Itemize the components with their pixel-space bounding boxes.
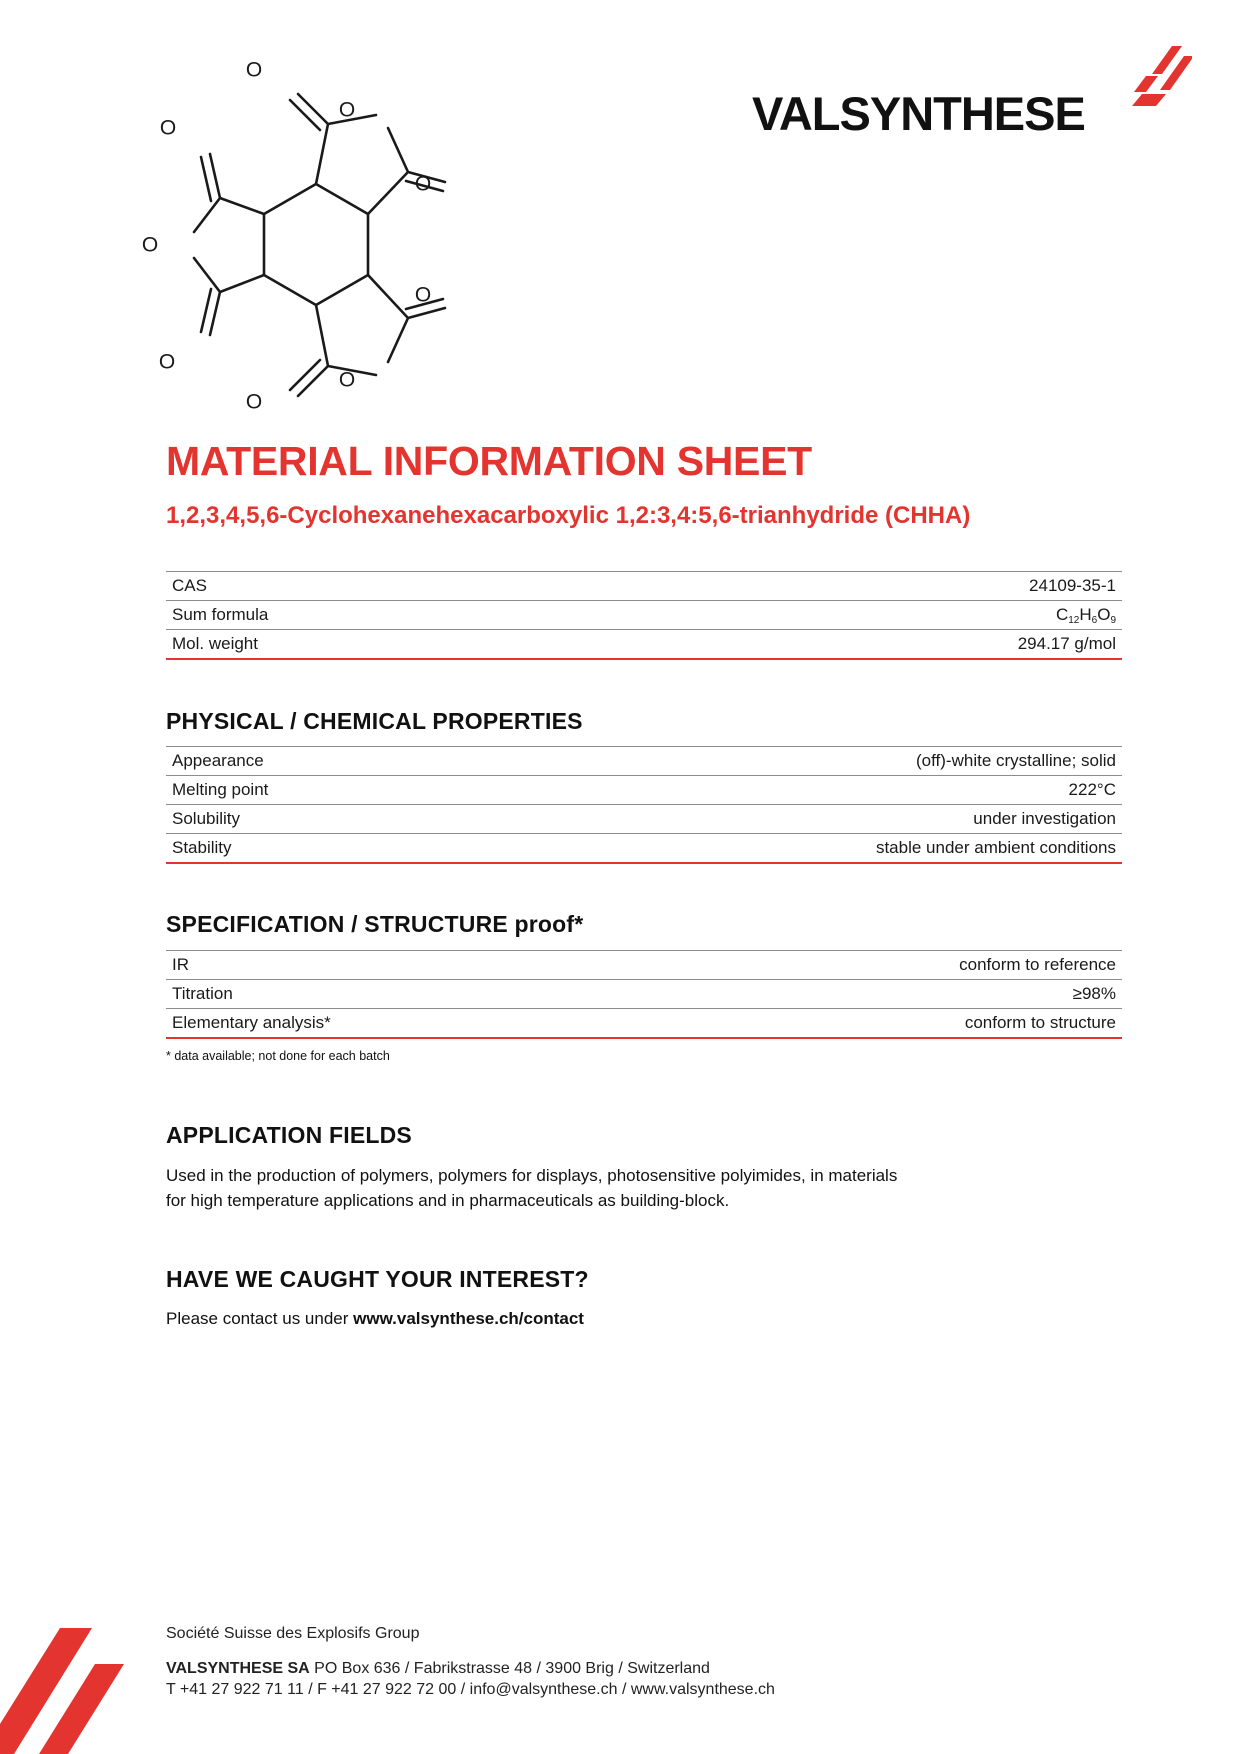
table-row [166, 834, 1122, 864]
applications-section-title: APPLICATION FIELDS [166, 1122, 412, 1148]
table-row [166, 951, 1122, 980]
table-row [166, 601, 1122, 630]
row-label: IR [166, 951, 647, 980]
row-label: Elementary analysis* [166, 1009, 647, 1039]
footer-company: VALSYNTHESE SA [166, 1660, 310, 1677]
oxygen-label: O [338, 368, 356, 392]
oxygen-label: O [141, 233, 159, 257]
row-label: Solubility [166, 805, 453, 834]
specification-section-title: SPECIFICATION / STRUCTURE proof* [166, 911, 584, 937]
row-label: Mol. weight [166, 630, 640, 660]
oxygen-label: O [414, 283, 432, 307]
table-row [166, 776, 1122, 805]
row-label: CAS [166, 572, 640, 601]
applications-line: Used in the production of polymers, polymers for displays, photosensitive polyimides, in materials [166, 1166, 898, 1185]
oxygen-label: O [338, 98, 356, 122]
applications-text [166, 1163, 897, 1213]
row-value: 24109-35-1 [640, 572, 1122, 601]
contact-prefix: Please contact us under [166, 1309, 354, 1328]
row-value: under investigation [453, 805, 1122, 834]
table-row [166, 1009, 1122, 1039]
logo-text: VALSYNTHESE [752, 87, 1085, 140]
row-value: conform to structure [647, 1009, 1122, 1039]
row-value: conform to reference [647, 951, 1122, 980]
oxygen-label: O [158, 350, 176, 374]
oxygen-label: O [159, 116, 177, 140]
brand-logo [752, 46, 1202, 146]
physical-properties-table [166, 746, 1122, 864]
footer-address [166, 1660, 710, 1678]
table-row [166, 805, 1122, 834]
oxygen-label: O [245, 390, 263, 414]
row-value: 294.17 g/mol [640, 630, 1122, 660]
decorative-slashes [0, 1620, 130, 1754]
row-label: Stability [166, 834, 453, 864]
footer-group: Société Suisse des Explosifs Group [166, 1625, 420, 1642]
table-row [166, 747, 1122, 776]
sum-formula-value: $C_{12}H_6O_9$ [640, 601, 1122, 630]
specification-table [166, 950, 1122, 1039]
contact-link[interactable]: www.valsynthese.ch/contact [353, 1309, 584, 1328]
row-label: Appearance [166, 747, 453, 776]
row-value: (off)-white crystalline; solid [453, 747, 1122, 776]
table-row [166, 572, 1122, 601]
row-value: stable under ambient conditions [453, 834, 1122, 864]
footer-address-text: PO Box 636 / Fabrikstrasse 48 / 3900 Brig / Switzerland [309, 1660, 710, 1677]
row-label: Melting point [166, 776, 453, 805]
row-label: Titration [166, 980, 647, 1009]
row-label: Sum formula [166, 601, 640, 630]
oxygen-label: O [414, 172, 432, 196]
row-value: 222°C [453, 776, 1122, 805]
footer-contact: T +41 27 922 71 11 / F +41 27 922 72 00 / info@valsynthese.ch / www.valsynthese.ch [166, 1681, 775, 1698]
table-row [166, 630, 1122, 660]
interest-section-title: HAVE WE CAUGHT YOUR INTEREST? [166, 1266, 589, 1292]
compound-name: 1,2,3,4,5,6-Cyclohexanehexacarboxylic 1,2:3,4:5,6-trianhydride (CHHA) [166, 502, 971, 529]
contact-text [166, 1306, 584, 1331]
logo-mark-icon [1122, 46, 1192, 126]
molecule-structure [140, 50, 500, 430]
identity-table [166, 571, 1122, 660]
row-value: ≥98% [647, 980, 1122, 1009]
page-title: MATERIAL INFORMATION SHEET [166, 438, 812, 484]
applications-line: for high temperature applications and in pharmaceuticals as building-block. [166, 1191, 730, 1210]
oxygen-label: O [245, 58, 263, 82]
physical-section-title: PHYSICAL / CHEMICAL PROPERTIES [166, 708, 583, 734]
table-row [166, 980, 1122, 1009]
footnote: * data available; not done for each batch [166, 1049, 390, 1063]
